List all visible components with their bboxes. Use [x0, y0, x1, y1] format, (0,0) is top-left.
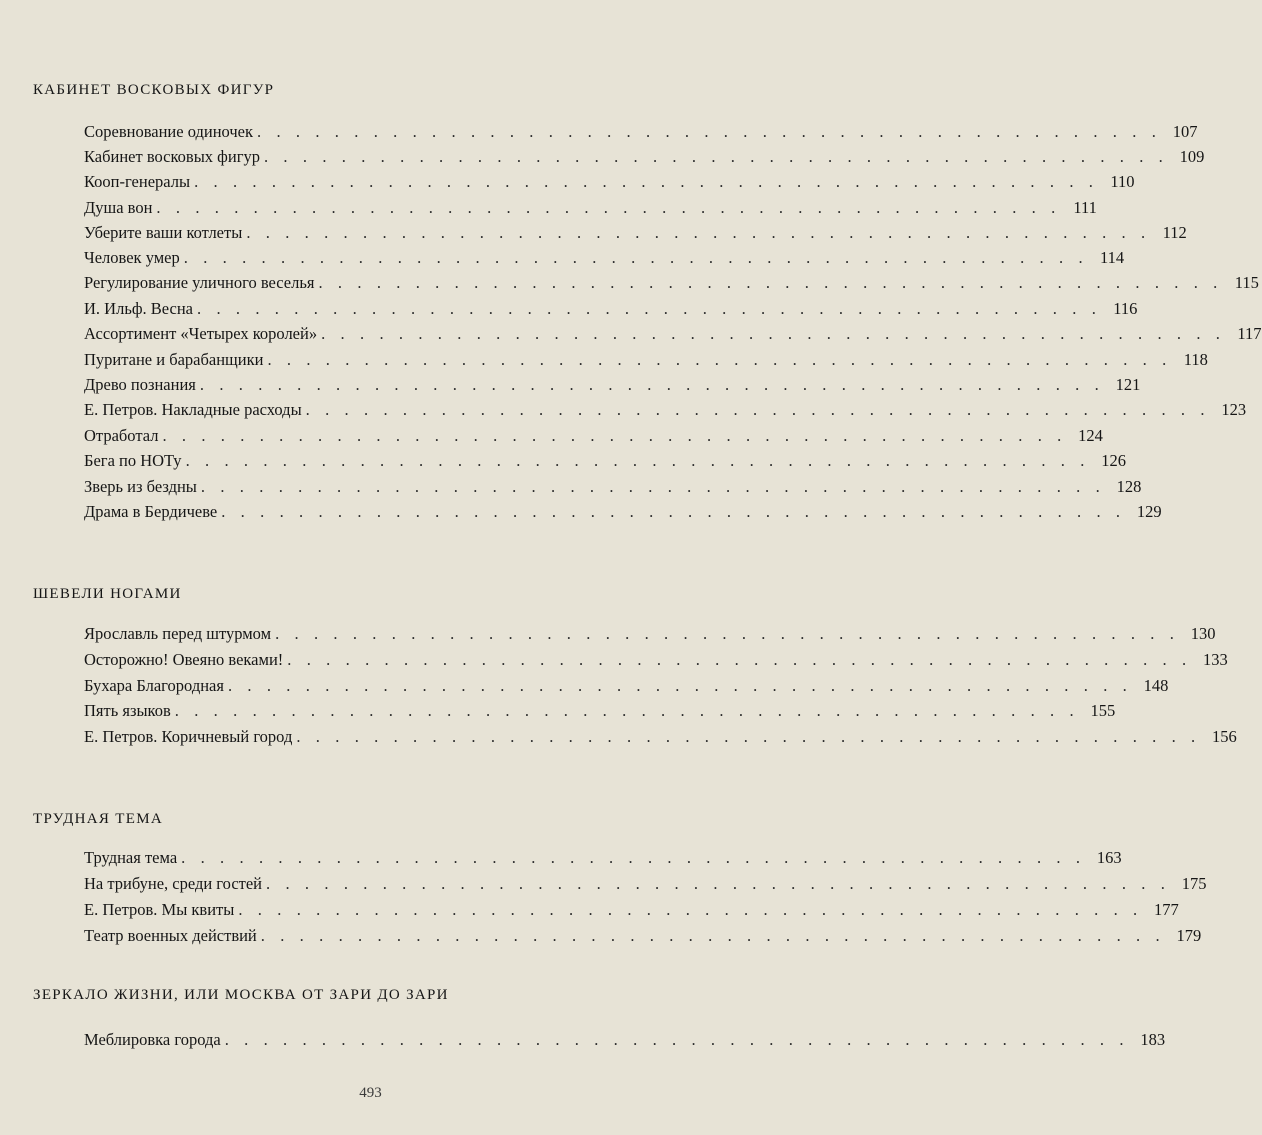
entry-title: На трибуне, среди гостей — [84, 874, 263, 893]
toc-entry — [84, 502, 1162, 527]
entry-page-number: 121 — [1115, 375, 1141, 394]
entry-title: Трудная тема — [84, 848, 178, 867]
entry-title: Бухара Благородная — [84, 676, 224, 695]
toc-entry — [84, 676, 1169, 701]
entry-page-number: 128 — [1116, 477, 1142, 496]
dot-leader: . . . . . . . . . . . . . . . . . . . . . . . . . . . . . . . . . . . . . . . . . . . . . . . — [224, 1030, 1130, 1049]
entry-page-number: 117 — [1237, 324, 1262, 343]
section-heading: КАБИНЕТ ВОСКОВЫХ ФИГУР — [33, 82, 275, 98]
entry-page-number: 107 — [1172, 122, 1198, 141]
entry-title: Е. Петров. Коричневый город — [84, 727, 293, 746]
entry-page-number: 179 — [1176, 926, 1202, 945]
toc-entry — [84, 375, 1141, 400]
dot-leader: . . . . . . . . . . . . . . . . . . . . . . . . . . . . . . . . . . . . . . . . . . . . . . . — [267, 350, 1172, 369]
entry-page-number: 116 — [1113, 299, 1138, 318]
entry-title: Ярославль перед штурмом — [84, 624, 272, 643]
dot-leader: . . . . . . . . . . . . . . . . . . . . . . . . . . . . . . . . . . . . . . . . . . . . . . . — [200, 477, 1106, 496]
dot-leader: . . . . . . . . . . . . . . . . . . . . . . . . . . . . . . . . . . . . . . . . . . . . . . . — [275, 624, 1180, 643]
dot-leader: . . . . . . . . . . . . . . . . . . . . . . . . . . . . . . . . . . . . . . . . . . . . . . . — [263, 147, 1169, 166]
entry-page-number: 177 — [1154, 900, 1179, 919]
dot-leader: . . . . . . . . . . . . . . . . . . . . . . . . . . . . . . . . . . . . . . . . . . . . . . . — [318, 273, 1223, 292]
entry-page-number: 175 — [1181, 874, 1207, 893]
dot-leader: . . . . . . . . . . . . . . . . . . . . . . . . . . . . . . . . . . . . . . . . . . . . . . . — [156, 198, 1061, 217]
entry-page-number: 183 — [1140, 1030, 1166, 1049]
entry-page-number: 129 — [1136, 502, 1162, 521]
dot-leader: . . . . . . . . . . . . . . . . . . . . . . . . . . . . . . . . . . . . . . . . . . . . . . . — [174, 701, 1080, 720]
entry-title: Пуритане и барабанщики — [84, 350, 264, 369]
entry-title: Е. Петров. Мы квиты — [84, 900, 235, 919]
entry-page-number: 124 — [1078, 426, 1103, 445]
toc-entry — [84, 299, 1138, 324]
entry-title: Отработал — [84, 426, 159, 445]
entry-page-number: 148 — [1143, 676, 1169, 695]
dot-leader: . . . . . . . . . . . . . . . . . . . . . . . . . . . . . . . . . . . . . . . . . . . . . . . — [287, 650, 1192, 669]
entry-title: Регулирование уличного веселья — [84, 273, 315, 292]
dot-leader: . . . . . . . . . . . . . . . . . . . . . . . . . . . . . . . . . . . . . . . . . . . . . . . — [321, 324, 1226, 343]
toc-entry — [84, 650, 1228, 675]
dot-leader: . . . . . . . . . . . . . . . . . . . . . . . . . . . . . . . . . . . . . . . . . . . . . . . — [185, 451, 1090, 470]
dot-leader: . . . . . . . . . . . . . . . . . . . . . . . . . . . . . . . . . . . . . . . . . . . . . . . — [257, 122, 1162, 141]
entry-title: Зверь из бездны — [84, 477, 197, 496]
dot-leader: . . . . . . . . . . . . . . . . . . . . . . . . . . . . . . . . . . . . . . . . . . . . . . . — [181, 848, 1086, 867]
toc-entry — [84, 324, 1262, 349]
toc-entry — [84, 848, 1122, 873]
section-heading: ТРУДНАЯ ТЕМА — [33, 811, 163, 827]
entry-title: Кабинет восковых фигур — [84, 147, 260, 166]
entry-title: Е. Петров. Накладные расходы — [84, 400, 302, 419]
section-heading: ШЕВЕЛИ НОГАМИ — [33, 586, 182, 602]
dot-leader: . . . . . . . . . . . . . . . . . . . . . . . . . . . . . . . . . . . . . . . . . . . . . . . — [183, 248, 1089, 267]
entry-page-number: 130 — [1190, 624, 1216, 643]
toc-entry — [84, 122, 1198, 147]
entry-title: Древо познания — [84, 375, 196, 394]
entry-title: Кооп-генералы — [84, 172, 191, 191]
toc-entry — [84, 273, 1259, 298]
dot-leader: . . . . . . . . . . . . . . . . . . . . . . . . . . . . . . . . . . . . . . . . . . . . . . . — [197, 299, 1102, 318]
entry-title: Драма в Бердичеве — [84, 502, 218, 521]
entry-page-number: 110 — [1110, 172, 1135, 191]
entry-page-number: 163 — [1096, 848, 1122, 867]
dot-leader: . . . . . . . . . . . . . . . . . . . . . . . . . . . . . . . . . . . . . . . . . . . . . . . — [296, 727, 1201, 746]
dot-leader: . . . . . . . . . . . . . . . . . . . . . . . . . . . . . . . . . . . . . . . . . . . . . . . — [266, 874, 1171, 893]
entry-page-number: 118 — [1183, 350, 1208, 369]
toc-entry — [84, 248, 1125, 273]
entry-title: Ассортимент «Четырех королей» — [84, 324, 318, 343]
entry-title: Театр военных действий — [84, 926, 257, 945]
entry-title: И. Ильф. Весна — [84, 299, 193, 318]
toc-entry — [84, 400, 1247, 425]
dot-leader: . . . . . . . . . . . . . . . . . . . . . . . . . . . . . . . . . . . . . . . . . . . . . . . — [162, 426, 1067, 445]
dot-leader: . . . . . . . . . . . . . . . . . . . . . . . . . . . . . . . . . . . . . . . . . . . . . . . — [246, 223, 1151, 242]
dot-leader: . . . . . . . . . . . . . . . . . . . . . . . . . . . . . . . . . . . . . . . . . . . . . . . — [199, 375, 1105, 394]
entry-title: Душа вон — [84, 198, 153, 217]
page-folio: 493 — [359, 1085, 382, 1101]
entry-page-number: 109 — [1179, 147, 1205, 166]
toc-entry — [84, 223, 1187, 248]
toc-entry — [84, 477, 1142, 502]
toc-entry — [84, 926, 1202, 951]
entry-page-number: 111 — [1073, 198, 1097, 217]
entry-title: Соревнование одиночек — [84, 122, 253, 141]
toc-entry — [84, 1030, 1166, 1055]
entry-title: Осторожно! Овеяно веками! — [84, 650, 284, 669]
dot-leader: . . . . . . . . . . . . . . . . . . . . . . . . . . . . . . . . . . . . . . . . . . . . . . . — [305, 400, 1211, 419]
toc-entry — [84, 147, 1205, 172]
entry-page-number: 155 — [1090, 701, 1116, 720]
dot-leader: . . . . . . . . . . . . . . . . . . . . . . . . . . . . . . . . . . . . . . . . . . . . . . . — [238, 900, 1143, 919]
dot-leader: . . . . . . . . . . . . . . . . . . . . . . . . . . . . . . . . . . . . . . . . . . . . . . . — [227, 676, 1133, 695]
entry-page-number: 156 — [1212, 727, 1237, 746]
toc-entry — [84, 701, 1116, 726]
entry-page-number: 115 — [1234, 273, 1259, 292]
toc-entry — [84, 426, 1103, 451]
toc-entry — [84, 172, 1135, 197]
entry-title: Уберите ваши котлеты — [84, 223, 243, 242]
dot-leader: . . . . . . . . . . . . . . . . . . . . . . . . . . . . . . . . . . . . . . . . . . . . . . . — [260, 926, 1166, 945]
entry-page-number: 126 — [1101, 451, 1126, 470]
toc-entry — [84, 451, 1126, 476]
dot-leader: . . . . . . . . . . . . . . . . . . . . . . . . . . . . . . . . . . . . . . . . . . . . . . . — [194, 172, 1099, 191]
toc-entry — [84, 624, 1216, 649]
entry-page-number: 123 — [1221, 400, 1247, 419]
toc-entry — [84, 198, 1097, 223]
entry-title: Человек умер — [84, 248, 180, 267]
section-heading: ЗЕРКАЛО ЖИЗНИ, ИЛИ МОСКВА ОТ ЗАРИ ДО ЗАРИ — [33, 987, 449, 1003]
dot-leader: . . . . . . . . . . . . . . . . . . . . . . . . . . . . . . . . . . . . . . . . . . . . . . . — [221, 502, 1126, 521]
entry-page-number: 133 — [1202, 650, 1228, 669]
toc-entry — [84, 900, 1179, 925]
entry-page-number: 114 — [1100, 248, 1125, 267]
entry-title: Меблировка города — [84, 1030, 221, 1049]
toc-entry — [84, 350, 1208, 375]
toc-entry — [84, 874, 1207, 899]
entry-page-number: 112 — [1162, 223, 1187, 242]
toc-entry — [84, 727, 1237, 752]
entry-title: Бега по НОТу — [84, 451, 182, 470]
entry-title: Пять языков — [84, 701, 171, 720]
